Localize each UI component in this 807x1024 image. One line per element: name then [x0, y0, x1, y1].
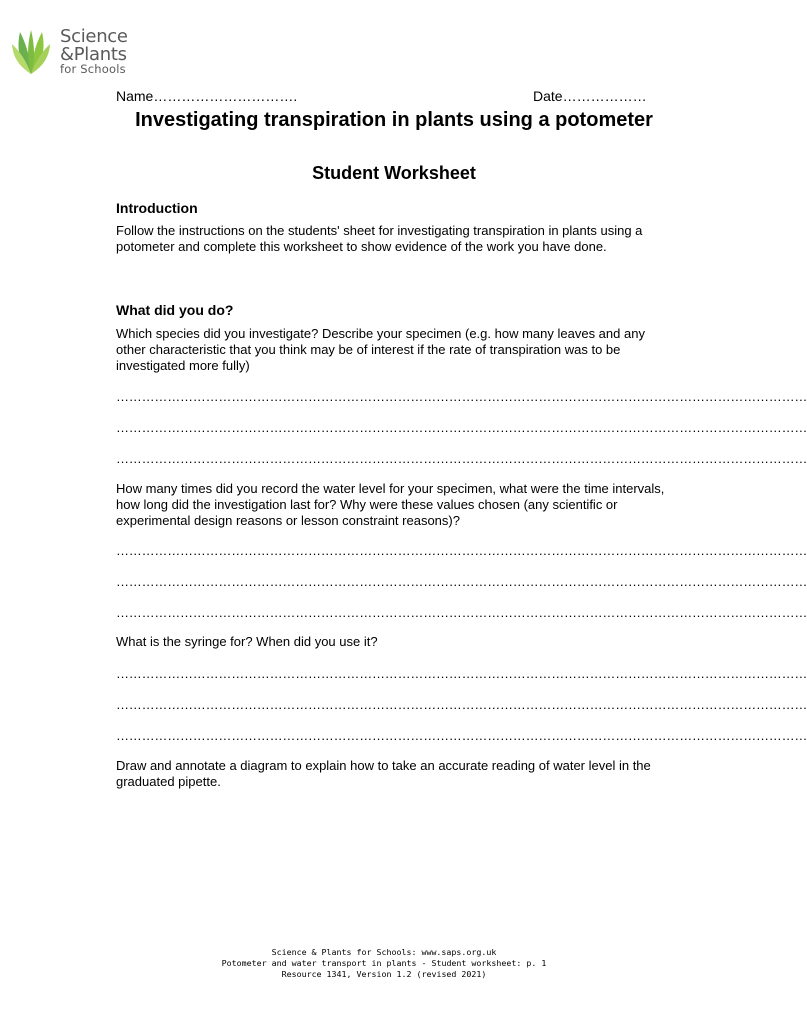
- saps-logo: [10, 26, 150, 78]
- footer-line: Science & Plants for Schools: www.saps.org.uk: [271, 947, 497, 957]
- intro-heading: Introduction: [116, 200, 198, 216]
- question-3: What is the syringe for? When did you use it?: [116, 634, 378, 649]
- answer-line: ………………………………………………………………………………………………………………………………………………: [116, 451, 807, 466]
- answer-line: ………………………………………………………………………………………………………………………………………………: [116, 543, 807, 558]
- section-heading: What did you do?: [116, 302, 234, 318]
- date-field: Date………………: [533, 88, 647, 104]
- answer-line: ………………………………………………………………………………………………………………………………………………: [116, 420, 807, 435]
- answer-line: ………………………………………………………………………………………………………………………………………………: [116, 697, 807, 712]
- question-1: Which species did you investigate? Describe your specimen (e.g. how many leaves and any other characteristic that you think may be of interest if the rate of transpiration was to be investigated more fully): [116, 326, 645, 373]
- page-subtitle: Student Worksheet: [312, 163, 476, 183]
- answer-line: ………………………………………………………………………………………………………………………………………………: [116, 605, 807, 620]
- question-2: How many times did you record the water level for your specimen, what were the time intervals, how long did the investigation last for? Why were these values chosen (any scientific or experimental design reasons or lesson constraint reasons)?: [116, 481, 665, 528]
- answer-line: ………………………………………………………………………………………………………………………………………………: [116, 666, 807, 681]
- leaf-logo-icon: [10, 26, 52, 76]
- footer-line: Potometer and water transport in plants - Student worksheet: p. 1: [221, 958, 547, 968]
- logo-text-plants: &Plants: [60, 44, 127, 65]
- answer-line: ………………………………………………………………………………………………………………………………………………: [116, 389, 807, 404]
- logo-text-science: Science: [60, 26, 128, 47]
- page-footer: [0, 947, 768, 980]
- question-4: Draw and annotate a diagram to explain how to take an accurate reading of water level in the graduated pipette.: [116, 758, 651, 789]
- answer-line: ………………………………………………………………………………………………………………………………………………: [116, 574, 807, 589]
- intro-text: Follow the instructions on the students' sheet for investigating transpiration in plants using a potometer and complete this worksheet to show evidence of the work you have done.: [116, 223, 643, 254]
- footer-line: Resource 1341, Version 1.2 (revised 2021): [281, 969, 487, 979]
- page-title: Investigating transpiration in plants using a potometer: [135, 109, 653, 131]
- name-field: Name………………………….: [116, 88, 298, 104]
- logo-text-schools: for Schools: [60, 62, 126, 76]
- answer-line: ………………………………………………………………………………………………………………………………………………: [116, 728, 807, 743]
